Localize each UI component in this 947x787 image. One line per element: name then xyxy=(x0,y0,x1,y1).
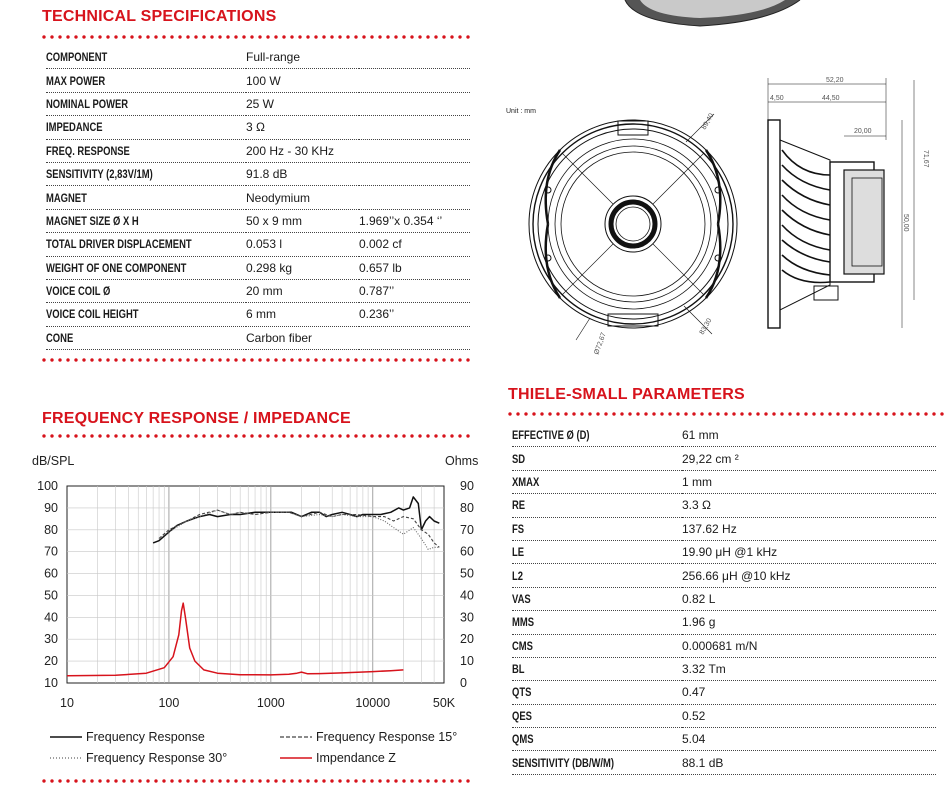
tech-spec-label xyxy=(46,209,246,232)
ts-params-table xyxy=(512,424,936,775)
dim-magnet-depth: 20,00 xyxy=(854,128,872,135)
x-tick: 10000 xyxy=(355,696,391,710)
y-tick-left: 70 xyxy=(44,544,58,559)
dim-label-a: 89,40 xyxy=(700,112,716,131)
tech-spec-label xyxy=(46,92,246,115)
ts-param-label-text: SD xyxy=(512,453,526,466)
tech-spec-row xyxy=(46,139,470,162)
tech-spec-row xyxy=(46,116,470,139)
tech-spec-label xyxy=(46,279,246,302)
ts-param-label-text: EFFECTIVE Ø (D) xyxy=(512,430,590,443)
y-tick-right: 80 xyxy=(460,500,474,515)
dim-label-c: Ø72,67 xyxy=(593,331,608,356)
tech-spec-imperial: 0.002 cf xyxy=(359,233,470,256)
ts-param-row xyxy=(512,494,936,517)
ts-param-value: 3.32 Tm xyxy=(682,657,936,680)
y-tick-left: 60 xyxy=(44,566,58,581)
y-tick-right: 40 xyxy=(460,588,474,603)
chart-legend xyxy=(0,726,490,776)
tech-spec-label xyxy=(46,69,246,92)
freq-section-divider xyxy=(40,433,472,439)
tech-spec-imperial xyxy=(359,92,470,115)
tech-spec-value: 6 mm xyxy=(246,303,359,326)
plot-frame xyxy=(67,486,444,683)
tech-spec-row xyxy=(46,209,470,232)
tech-spec-row xyxy=(46,233,470,256)
ts-param-label xyxy=(512,517,682,540)
ts-param-row xyxy=(512,728,936,751)
ts-param-label xyxy=(512,587,682,610)
ts-param-value: 1 mm xyxy=(682,470,936,493)
y-tick-right: 60 xyxy=(460,544,474,559)
ts-param-row xyxy=(512,751,936,774)
series-line-0 xyxy=(153,497,439,543)
tech-specs-table xyxy=(46,46,470,350)
ts-param-row xyxy=(512,447,936,470)
ts-param-row xyxy=(512,704,936,727)
ts-param-row xyxy=(512,564,936,587)
tech-spec-label xyxy=(46,233,246,256)
chart-lines xyxy=(67,497,439,676)
x-tick: 10 xyxy=(60,696,74,710)
ts-param-label-text: BL xyxy=(512,664,525,677)
tech-spec-imperial xyxy=(359,69,470,92)
dim-label-b: 83,30 xyxy=(698,317,714,336)
legend-label-fr30: Frequency Response 30° xyxy=(86,751,228,765)
ts-param-label xyxy=(512,704,682,727)
y-tick-right: 0 xyxy=(460,676,467,690)
ts-param-label xyxy=(512,494,682,517)
ts-param-label xyxy=(512,728,682,751)
ts-param-label-text: CMS xyxy=(512,640,533,653)
tech-spec-value: 100 W xyxy=(246,69,359,92)
tech-spec-imperial: 0.787’’ xyxy=(359,279,470,302)
tech-spec-label-text: WEIGHT OF ONE COMPONENT xyxy=(46,262,187,275)
tech-spec-value: 20 mm xyxy=(246,279,359,302)
tech-spec-value: Neodymium xyxy=(246,186,359,209)
freq-section-title: FREQUENCY RESPONSE / IMPEDANCE xyxy=(42,410,351,427)
legend-label-fr15: Frequency Response 15° xyxy=(316,730,458,744)
tech-spec-row xyxy=(46,92,470,115)
ts-param-row xyxy=(512,424,936,447)
ts-param-row xyxy=(512,470,936,493)
dim-flange: 4,50 xyxy=(770,95,784,102)
tech-spec-label-text: SENSITIVITY (2,83V/1M) xyxy=(46,169,153,182)
ts-param-label xyxy=(512,634,682,657)
tech-spec-imperial: 0.657 lb xyxy=(359,256,470,279)
ts-param-value: 256.66 μH @10 kHz xyxy=(682,564,936,587)
ts-param-row xyxy=(512,681,936,704)
tech-spec-label xyxy=(46,116,246,139)
tech-spec-label xyxy=(46,162,246,185)
ts-param-value: 137.62 Hz xyxy=(682,517,936,540)
legend-label-fr: Frequency Response xyxy=(86,730,205,744)
tech-specs-divider-top xyxy=(40,34,472,40)
ts-param-label xyxy=(512,447,682,470)
tech-spec-imperial xyxy=(359,186,470,209)
y-tick-right: 30 xyxy=(460,610,474,625)
front-view xyxy=(529,114,737,340)
ts-param-label-text: SENSITIVITY (DB/W/M) xyxy=(512,757,614,770)
legend-label-z: Impendance Z xyxy=(316,751,396,765)
ts-param-value: 0.000681 m/N xyxy=(682,634,936,657)
speaker-technical-drawing xyxy=(500,0,947,380)
tech-spec-label-text: CONE xyxy=(46,332,74,345)
tech-spec-row xyxy=(46,186,470,209)
tech-spec-label-text: TOTAL DRIVER DISPLACEMENT xyxy=(46,239,192,252)
tech-spec-label-text: IMPEDANCE xyxy=(46,122,103,135)
y-tick-left: 10 xyxy=(44,676,58,690)
ts-param-label-text: FS xyxy=(512,523,525,536)
ts-param-label xyxy=(512,611,682,634)
dim-height-outer: 71,67 xyxy=(922,150,929,168)
ts-param-row xyxy=(512,540,936,563)
tech-spec-row xyxy=(46,256,470,279)
y-tick-left: 100 xyxy=(37,479,58,493)
chart-grid xyxy=(67,486,444,683)
y-axis-label-left: dB/SPL xyxy=(32,454,75,468)
tech-spec-imperial xyxy=(359,162,470,185)
tech-spec-label-text: VOICE COIL Ø xyxy=(46,286,111,299)
tech-spec-label xyxy=(46,256,246,279)
x-tick: 1000 xyxy=(256,696,285,710)
y-tick-right: 10 xyxy=(460,654,474,669)
y-tick-left: 90 xyxy=(44,500,58,515)
tech-specs-divider-bottom xyxy=(40,357,472,363)
ts-param-value: 0.82 L xyxy=(682,587,936,610)
tech-spec-row xyxy=(46,69,470,92)
y-tick-left: 30 xyxy=(44,632,58,647)
y-tick-right: 50 xyxy=(460,566,474,581)
ts-param-value: 0.52 xyxy=(682,704,936,727)
ts-params-divider xyxy=(506,411,944,417)
ts-param-label xyxy=(512,540,682,563)
tech-spec-row xyxy=(46,303,470,326)
y-axis-label-right: Ohms xyxy=(445,454,479,468)
tech-spec-label-text: FREQ. RESPONSE xyxy=(46,145,130,158)
tech-spec-imperial xyxy=(359,326,470,349)
legend-item-z xyxy=(280,751,396,765)
unit-label: Unit : mm xyxy=(506,108,536,115)
tech-spec-value: 0.053 l xyxy=(246,233,359,256)
tech-spec-value: 3 Ω xyxy=(246,116,359,139)
legend-item-fr15 xyxy=(280,730,457,744)
tech-spec-imperial: 1.969’’x 0.354 ‘’ xyxy=(359,209,470,232)
tech-spec-label-text: NOMINAL POWER xyxy=(46,98,129,111)
ts-param-value: 5.04 xyxy=(682,728,936,751)
tech-spec-label-text: MAX POWER xyxy=(46,75,106,88)
ts-param-value: 19.90 μH @1 kHz xyxy=(682,540,936,563)
ts-param-label-text: MMS xyxy=(512,617,535,630)
tech-spec-row xyxy=(46,46,470,69)
y-tick-left: 50 xyxy=(44,588,58,603)
ts-param-value: 3.3 Ω xyxy=(682,494,936,517)
ts-param-value: 1.96 g xyxy=(682,611,936,634)
tech-spec-label xyxy=(46,326,246,349)
tech-spec-label xyxy=(46,46,246,69)
tech-specs-title: TECHNICAL SPECIFICATIONS xyxy=(42,8,277,25)
ts-params-title: THIELE-SMALL PARAMETERS xyxy=(508,386,745,403)
x-tick: 50K xyxy=(432,696,456,710)
tech-spec-row xyxy=(46,162,470,185)
y-tick-right: 20 xyxy=(460,632,474,647)
y-tick-right: 90 xyxy=(460,479,474,493)
tech-spec-label-text: MAGNET xyxy=(46,192,87,205)
tech-spec-row xyxy=(46,279,470,302)
tech-spec-label xyxy=(46,139,246,162)
ts-param-label-text: L2 xyxy=(512,570,524,583)
ts-param-label xyxy=(512,470,682,493)
ts-param-row xyxy=(512,517,936,540)
tech-spec-imperial: 0.236’’ xyxy=(359,303,470,326)
dim-height-inner: 50,00 xyxy=(902,214,909,232)
y-tick-left: 20 xyxy=(44,654,58,669)
legend-item-fr xyxy=(50,730,205,744)
dim-overall-depth: 52,20 xyxy=(826,77,844,84)
legend-item-fr30 xyxy=(50,751,227,765)
tech-spec-imperial xyxy=(359,116,470,139)
ts-param-label xyxy=(512,681,682,704)
side-view xyxy=(768,78,914,328)
tech-spec-label xyxy=(46,303,246,326)
ts-param-label xyxy=(512,424,682,447)
ts-param-row xyxy=(512,634,936,657)
tech-spec-label-text: VOICE COIL HEIGHT xyxy=(46,309,139,322)
tech-spec-value: 200 Hz - 30 KHz xyxy=(246,139,359,162)
ts-param-row xyxy=(512,657,936,680)
freq-section-divider-bottom xyxy=(40,778,472,784)
x-tick: 100 xyxy=(158,696,180,710)
dim-body: 44,50 xyxy=(822,95,840,102)
tech-spec-imperial xyxy=(359,46,470,69)
ts-param-label xyxy=(512,751,682,774)
tech-spec-label-text: COMPONENT xyxy=(46,52,108,65)
ts-param-value: 61 mm xyxy=(682,424,936,447)
ts-param-label-text: LE xyxy=(512,547,525,560)
ts-param-row xyxy=(512,611,936,634)
ts-param-label xyxy=(512,564,682,587)
tech-spec-label xyxy=(46,186,246,209)
ts-param-label-text: RE xyxy=(512,500,526,513)
y-tick-right: 70 xyxy=(460,522,474,537)
ts-param-label-text: XMAX xyxy=(512,476,540,489)
ts-param-value: 88.1 dB xyxy=(682,751,936,774)
y-tick-left: 80 xyxy=(44,522,58,537)
tech-spec-value: Carbon fiber xyxy=(246,326,359,349)
tech-spec-row xyxy=(46,326,470,349)
tech-spec-imperial xyxy=(359,139,470,162)
ts-param-row xyxy=(512,587,936,610)
ts-param-label-text: QES xyxy=(512,710,532,723)
tech-spec-value: 50 x 9 mm xyxy=(246,209,359,232)
tech-spec-value: 91.8 dB xyxy=(246,162,359,185)
tech-spec-value: 25 W xyxy=(246,92,359,115)
tech-spec-value: 0.298 kg xyxy=(246,256,359,279)
y-tick-left: 40 xyxy=(44,610,58,625)
frequency-response-chart xyxy=(0,448,490,718)
ts-param-label-text: QMS xyxy=(512,734,534,747)
ts-param-value: 0.47 xyxy=(682,681,936,704)
tech-spec-value: Full-range xyxy=(246,46,359,69)
ts-param-label xyxy=(512,657,682,680)
ts-param-label-text: VAS xyxy=(512,593,531,606)
tech-spec-label-text: MAGNET SIZE Ø X H xyxy=(46,215,139,228)
ts-param-value: 29,22 cm ² xyxy=(682,447,936,470)
ts-param-label-text: QTS xyxy=(512,687,532,700)
